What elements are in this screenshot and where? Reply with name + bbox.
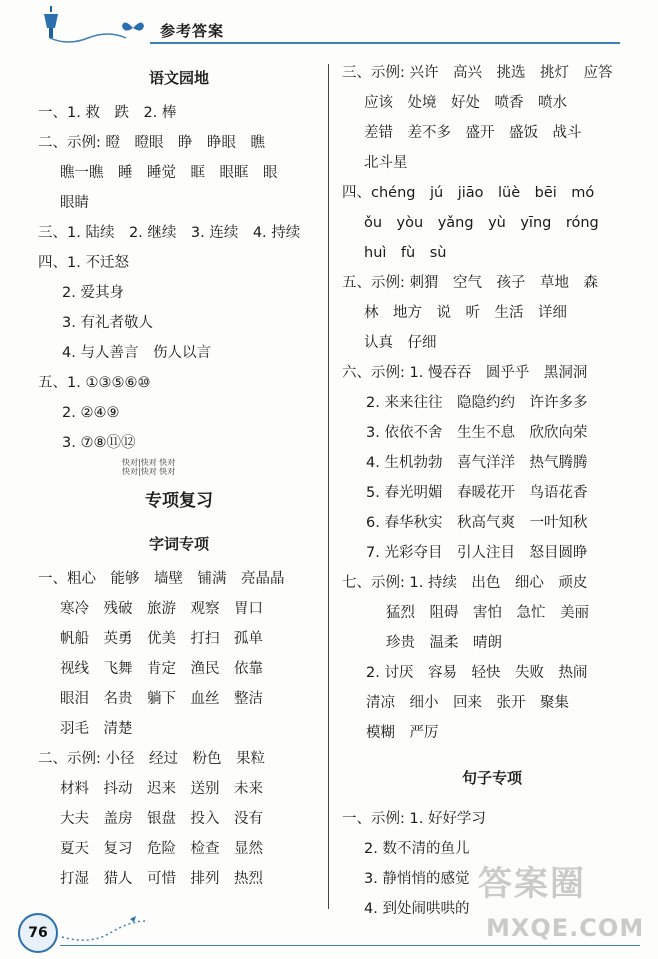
answer-line: 羽毛 清楚 (60, 721, 133, 737)
answer-line: 五、示例: 刺猬 空气 孩子 草地 森 (342, 275, 598, 291)
pinyin-line: ǒu yòu yǎng yù yīng róng (364, 215, 599, 231)
answer-line: 二、示例: 瞪 瞪眼 睁 睁眼 瞧 (38, 135, 265, 151)
answer-line: 瞧一瞧 睡 睡觉 眶 眼眶 眼 (60, 165, 278, 181)
answer-line: 7. 光彩夺目 引人注目 怒目圆睁 (366, 545, 588, 561)
answer-line: 2. ②④⑨ (62, 405, 120, 421)
answer-line: 大夫 盖房 银盘 投入 没有 (60, 811, 263, 827)
answer-line: 七、示例: 1. 持续 出色 细心 顽皮 (342, 575, 588, 591)
answer-line: 帆船 英勇 优美 打扫 孤单 (60, 631, 263, 647)
answer-line: 三、示例: 兴许 高兴 挑选 挑灯 应答 (342, 65, 613, 81)
answer-line: 差错 差不多 盛开 盛饭 战斗 (364, 125, 582, 141)
answer-line: 6. 春华秋实 秋高气爽 一叶知秋 (366, 515, 588, 531)
section-title-zhuanxiang: 专项复习 (145, 491, 213, 511)
answer-line: 猛烈 阻碍 害怕 急忙 美丽 (386, 605, 589, 621)
answer-line: 4. 到处闹哄哄的 (364, 901, 470, 917)
right-column (342, 58, 642, 924)
answer-line: 2. 爱其身 (62, 285, 124, 301)
answer-line: 材料 抖动 迟来 送别 未来 (60, 781, 263, 797)
header-title: 参考答案 (160, 22, 225, 40)
answer-line: 二、示例: 小径 经过 粉色 果粒 (38, 751, 265, 767)
answer-line: 夏天 复习 危险 检查 显然 (60, 841, 263, 857)
answer-line: 应该 处境 好处 喷香 喷水 (364, 95, 567, 111)
answer-line: 眼睛 (60, 195, 89, 211)
answer-line: 2. 来来往往 隐隐约约 许许多多 (366, 395, 588, 411)
answer-line: 四、1. 不迁怒 (38, 255, 129, 271)
answer-line: 模糊 严厉 (366, 725, 439, 741)
answer-line: 五、1. ①③⑤⑥⑩ (38, 375, 151, 391)
watermark-url: MXQE.COM (486, 914, 645, 942)
answer-line: 3. 有礼者敬人 (62, 315, 153, 331)
pinyin-line: huì fù sù (364, 245, 447, 261)
answer-line: 寒冷 残破 旅游 观察 胃口 (60, 601, 263, 617)
section-title-yuwen: 语文园地 (148, 69, 209, 87)
answer-line: 4. 与人善言 伤人以言 (62, 345, 211, 361)
answer-line: 2. 讨厌 容易 轻快 失败 热闹 (366, 665, 588, 681)
answer-line: 一、粗心 能够 墙壁 铺满 亮晶晶 (38, 571, 285, 587)
answer-line: 视线 飞舞 肯定 渔民 依靠 (60, 661, 263, 677)
answer-line: 一、1. 救 跌 2. 棒 (38, 105, 177, 121)
answer-line: 一、示例: 1. 好好学习 (342, 811, 486, 827)
pinyin-line: 四、chéng jú jiāo lüè bēi mó (342, 185, 595, 201)
dotted-swirl-icon (60, 915, 150, 945)
butterfly-icon (120, 18, 146, 38)
left-column (38, 58, 320, 894)
answer-line: 六、示例: 1. 慢吞吞 圆乎乎 黑洞洞 (342, 365, 588, 381)
small-note: 快对|快对 快对 快对|快对 快对 (122, 458, 176, 476)
answer-line: 北斗星 (364, 155, 408, 171)
section-title-zici: 字词专项 (148, 535, 209, 553)
answer-line: 珍贵 温柔 晴朗 (386, 635, 502, 651)
answer-line: 5. 春光明媚 春暖花开 鸟语花香 (366, 485, 588, 501)
answer-line: 清凉 细小 回来 张开 聚集 (366, 695, 569, 711)
answer-line: 3. ⑦⑧⑪⑫ (62, 435, 136, 451)
answer-line: 三、1. 陆续 2. 继续 3. 连续 4. 持续 (38, 225, 301, 241)
page-header (0, 0, 658, 48)
answer-line: 3. 依依不舍 生生不息 欣欣向荣 (366, 425, 588, 441)
header-rule (150, 42, 620, 44)
watermark-logo: 答案圈 (478, 864, 586, 904)
answer-line: 2. 数不清的鱼儿 (364, 841, 470, 857)
column-divider (328, 64, 329, 909)
answer-line: 打湿 猎人 可惜 排列 热烈 (60, 871, 263, 887)
page-number: 76 (18, 913, 58, 953)
answer-line: 眼泪 名贵 躺下 血丝 整洁 (60, 691, 263, 707)
footer-rule (60, 945, 640, 946)
answer-line: 3. 静悄悄的感觉 (364, 871, 470, 887)
page-footer (0, 905, 658, 959)
answer-line: 林 地方 说 听 生活 详细 (364, 305, 567, 321)
section-title-juzi: 句子专项 (461, 769, 522, 787)
answer-line: 4. 生机勃勃 喜气洋洋 热气腾腾 (366, 455, 588, 471)
answer-line: 认真 仔细 (364, 335, 437, 351)
